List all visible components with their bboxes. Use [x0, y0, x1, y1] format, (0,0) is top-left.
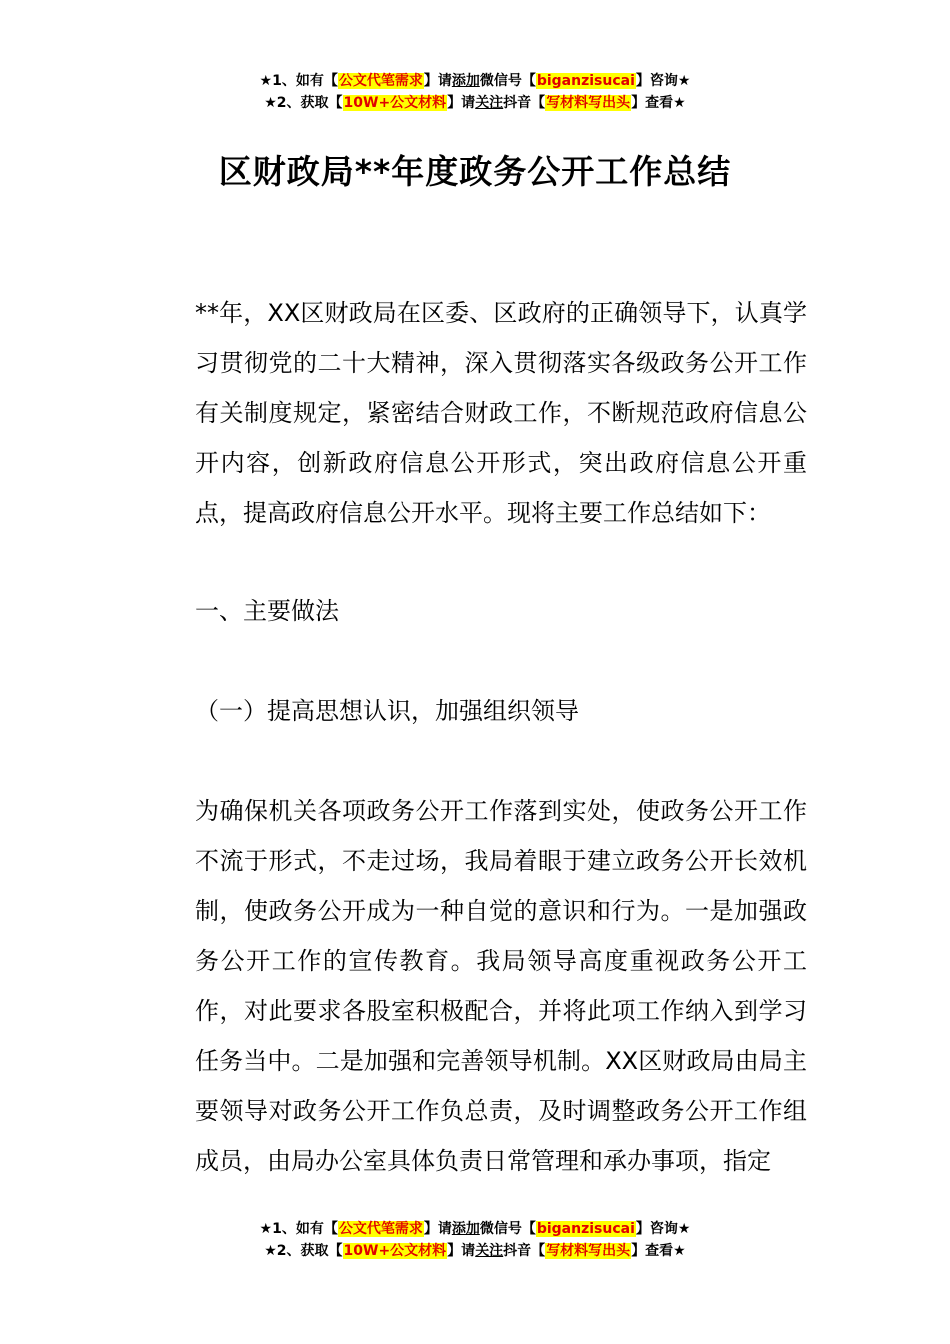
subsection-heading: [145, 686, 807, 736]
document-title: 区财政局**年度政务公开工作总结: [218, 152, 732, 191]
promo-text: 微信号【: [479, 73, 536, 89]
subsection-heading-text: （一）提高思想认识，加强组织领导: [195, 697, 579, 725]
promo-line-1: [0, 70, 950, 92]
promo-highlight: 10W+公文材料: [343, 95, 447, 111]
promo-header: [0, 70, 950, 114]
promo-text: ★2、获取【: [264, 1243, 343, 1259]
promo-text: 】请: [423, 1221, 452, 1237]
intro-paragraph: [145, 288, 807, 538]
promo-text: 】咨询★: [635, 1221, 691, 1237]
promo-highlight: 10W+公文材料: [343, 1243, 447, 1259]
promo-footer: [0, 1218, 950, 1262]
section-heading: [145, 586, 807, 636]
promo-text: 】请: [447, 95, 476, 111]
promo-text: 】咨询★: [635, 73, 691, 89]
promo-line-2: [0, 92, 950, 114]
promo-text: 】查看★: [631, 95, 686, 111]
promo-underlined: 关注: [475, 95, 504, 111]
promo-highlight: 写材料写出头: [546, 1243, 631, 1259]
promo-text: 】请: [447, 1243, 476, 1259]
intro-text: **年，XX区财政局在区委、区政府的正确领导下，认真学习贯彻党的二十大精神，深入贯彻落实各级政务公开工作有关制度规定，紧密结合财政工作，不断规范政府信息公开内容，创新政府信息公开形式，突出政府信息公开重点，提高政府信息公开水平。现将主要工作总结如下：: [195, 299, 807, 527]
section-heading-text: 一、主要做法: [195, 597, 339, 625]
promo-text: ★1、如有【: [259, 1221, 338, 1237]
promo-text: 抖音【: [503, 1243, 546, 1259]
promo-text: 微信号【: [479, 1221, 536, 1237]
promo-line-2: [0, 1240, 950, 1262]
promo-text: ★2、获取【: [264, 95, 343, 111]
promo-highlight: biganzisucai: [536, 1221, 635, 1237]
promo-highlight: biganzisucai: [536, 73, 635, 89]
promo-underlined: 添加: [451, 1221, 480, 1237]
promo-underlined: 添加: [451, 73, 480, 89]
promo-highlight: 公文代笔需求: [338, 73, 423, 89]
promo-text: 】请: [423, 73, 452, 89]
promo-highlight: 公文代笔需求: [338, 1221, 423, 1237]
body-paragraph: [145, 786, 807, 1186]
promo-text: 抖音【: [503, 95, 546, 111]
promo-underlined: 关注: [475, 1243, 504, 1259]
body-paragraph-text: 为确保机关各项政务公开工作落到实处，使政务公开工作不流于形式，不走过场，我局着眼于建立政务公开长效机制，使政务公开成为一种自觉的意识和行为。一是加强政务公开工作的宣传教育。我局领导高度重视政务公开工作，对此要求各股室积极配合，并将此项工作纳入到学习任务当中。二是加强和完善领导机制。XX区财政局由局主要领导对政务公开工作负总责，及时调整政务公开工作组成员，由局办公室具体负责日常管理和承办事项，指定: [195, 797, 807, 1175]
promo-highlight: 写材料写出头: [546, 95, 631, 111]
promo-text: 】查看★: [631, 1243, 686, 1259]
promo-line-1: [0, 1218, 950, 1240]
promo-text: ★1、如有【: [259, 73, 338, 89]
